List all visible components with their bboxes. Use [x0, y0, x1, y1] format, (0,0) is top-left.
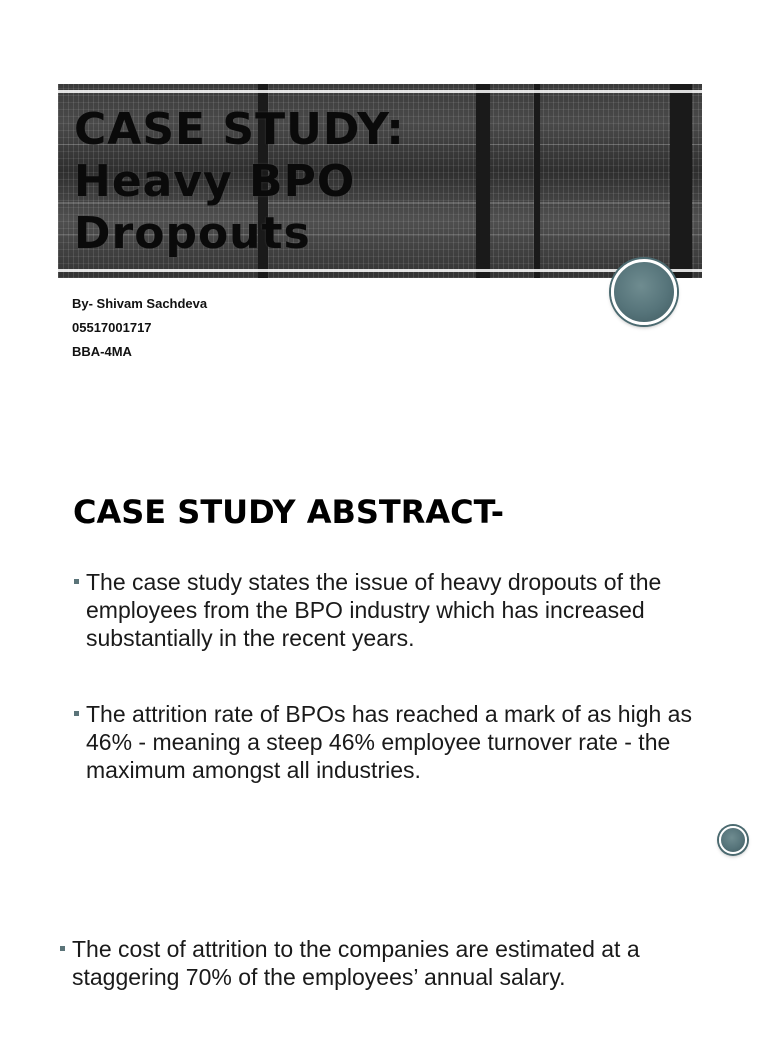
- list-item: [74, 700, 724, 784]
- author-name: By- Shivam Sachdeva: [72, 296, 208, 311]
- bullet-square-icon: [74, 711, 79, 716]
- bullet-square-icon: [60, 946, 65, 951]
- circle-badge-icon: [611, 259, 677, 325]
- title-banner: [58, 84, 702, 278]
- bullet-text: The attrition rate of BPOs has reached a mark of as high as 46% - meaning a steep 46% employee turnover rate - the maximum amongst all industries.: [86, 701, 692, 783]
- list-item: [74, 568, 724, 652]
- roll-number: 05517001717: [72, 320, 152, 335]
- title-line-1: CASE STUDY:: [74, 104, 405, 155]
- bullet-square-icon: [74, 579, 79, 584]
- class-name: BBA-4MA: [72, 344, 132, 359]
- bullet-text: The case study states the issue of heavy dropouts of the employees from the BPO industry which has increased substantially in the recent years.: [86, 569, 662, 651]
- abstract-bullet-list: [74, 568, 724, 832]
- slide-title: [74, 104, 405, 260]
- title-line-2: Heavy BPO: [74, 156, 356, 207]
- circle-badge-icon: [719, 826, 747, 854]
- bullet-text: The cost of attrition to the companies are estimated at a staggering 70% of the employees’ annual salary.: [72, 936, 640, 990]
- title-line-3: Dropouts: [74, 208, 311, 259]
- cost-bullet-list: [60, 935, 740, 1039]
- list-item: [60, 935, 740, 991]
- section-heading: CASE STUDY ABSTRACT-: [73, 493, 505, 531]
- author-info: [72, 292, 207, 364]
